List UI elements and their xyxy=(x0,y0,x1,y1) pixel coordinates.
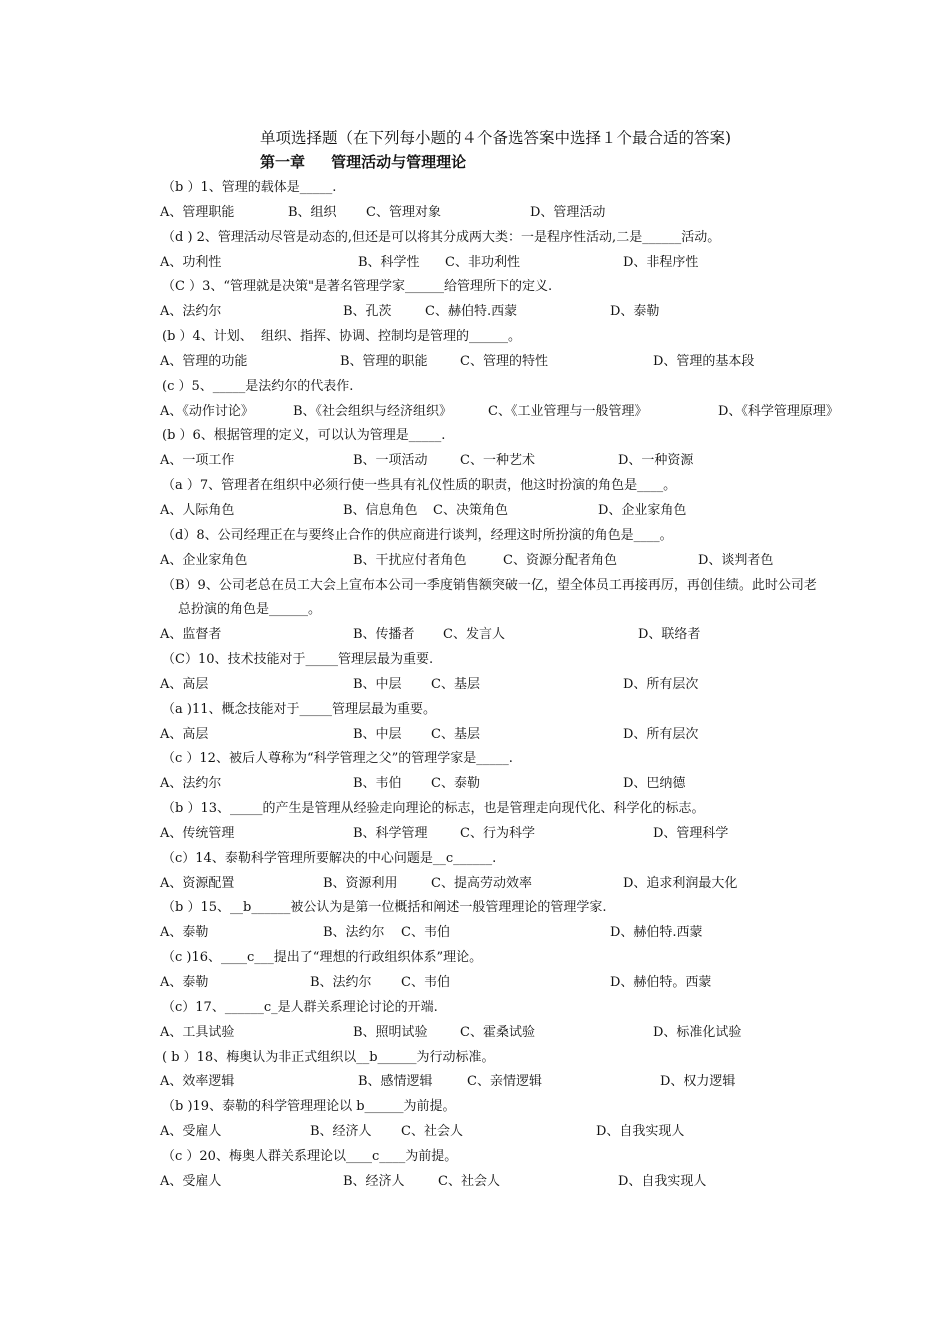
question-text: （a ）7、管理者在组织中必须行使一些具有礼仪性质的职责，他这时扮演的角色是____。 xyxy=(162,478,677,494)
option-a: A、高层 xyxy=(160,676,209,692)
question-text: （b )19、泰勒的科学管理理论以 b______为前提。 xyxy=(162,1099,456,1115)
option-b: B、法约尔 xyxy=(323,925,385,941)
question-stem xyxy=(160,574,900,599)
section-title: 单项选择题（在下列每小题的４个备选答案中选择１个最合适的答案) xyxy=(260,129,732,147)
option-d: D、管理科学 xyxy=(653,825,729,841)
question-stem xyxy=(160,424,900,449)
question-text: （c ）12、被后人尊称为“科学管理之父”的管理学家是_____. xyxy=(162,751,513,767)
option-b: B、韦伯 xyxy=(353,776,402,792)
option-d: D、自我实现人 xyxy=(596,1124,685,1140)
question-stem xyxy=(160,797,900,822)
option-b: B、管理的职能 xyxy=(340,353,428,369)
option-c: C、管理的特性 xyxy=(460,353,548,369)
option-b: B、资源利用 xyxy=(323,875,398,891)
option-a: A、法约尔 xyxy=(160,304,222,320)
option-c: C、行为科学 xyxy=(460,825,535,841)
question-stem xyxy=(160,996,900,1021)
question-list xyxy=(160,176,900,1195)
chapter-heading: 第一章 管理活动与管理理论 xyxy=(260,153,467,171)
options-row xyxy=(160,300,900,325)
option-c: C、《工业管理与一般管理》 xyxy=(488,403,648,419)
options-row xyxy=(160,1120,900,1145)
question-text: (b ）4、计划、 组织、指挥、协调、控制均是管理的______。 xyxy=(162,329,522,345)
option-b: B、组织 xyxy=(288,204,337,220)
option-b: B、中层 xyxy=(353,726,402,742)
option-d: D、管理活动 xyxy=(530,204,606,220)
question-text: （b ）1、管理的载体是_____. xyxy=(162,180,337,195)
option-b: B、干扰应付者角色 xyxy=(353,552,467,568)
question-text: （d）8、公司经理正在与要终止合作的供应商进行谈判，经理这时所扮演的角色是____。 xyxy=(162,527,673,543)
question-text: （c )16、____c___提出了“理想的行政组织体系”理论。 xyxy=(162,950,483,966)
question-stem xyxy=(160,325,900,350)
options-row xyxy=(160,872,900,897)
option-a: A、一项工作 xyxy=(160,453,235,469)
options-row xyxy=(160,971,900,996)
question-text: （c ）20、梅奥人群关系理论以____c____为前提。 xyxy=(162,1148,458,1164)
options-row xyxy=(160,499,900,524)
option-a: A、管理的功能 xyxy=(160,353,248,369)
question-text: (c ）5、_____是法约尔的代表作. xyxy=(162,378,354,394)
option-a: A、监督者 xyxy=(160,627,222,643)
question-text: （b ）15、__b______被公认为是第一位概括和阐述一般管理理论的管理学家. xyxy=(162,900,607,916)
option-b: B、经济人 xyxy=(343,1173,405,1189)
question-stem xyxy=(160,648,900,673)
option-b: B、一项活动 xyxy=(353,453,428,469)
option-c: C、赫伯特.西蒙 xyxy=(425,304,518,320)
option-a: A、资源配置 xyxy=(160,875,235,891)
option-a: A、高层 xyxy=(160,726,209,742)
question-text: （B）9、公司老总在员工大会上宣布本公司一季度销售额突破一亿，望全体员工再接再厉，再创佳绩。此时公司老 xyxy=(162,577,817,593)
option-b: B、孔茨 xyxy=(343,304,392,320)
option-a: A、人际角色 xyxy=(160,502,235,518)
option-b: B、科学性 xyxy=(358,254,420,270)
option-b: B、法约尔 xyxy=(310,975,372,990)
option-c: C、泰勒 xyxy=(431,776,480,792)
question-stem xyxy=(160,474,900,499)
question-text: （c）17、______c_是人群关系理论讨论的开端. xyxy=(162,999,438,1015)
option-d: D、谈判者色 xyxy=(698,552,774,568)
option-c: C、韦伯 xyxy=(401,925,450,941)
question-text: （c）14、泰勒科学管理所要解决的中心问题是__c______. xyxy=(162,850,497,866)
question-stem xyxy=(160,375,900,400)
option-c: C、提高劳动效率 xyxy=(431,875,532,891)
option-a: A、效率逻辑 xyxy=(160,1074,235,1090)
option-c: C、管理对象 xyxy=(366,204,441,220)
option-a: A、泰勒 xyxy=(160,925,209,941)
option-b: B、《社会组织与经济组织》 xyxy=(293,403,453,419)
option-b: B、感情逻辑 xyxy=(358,1074,433,1090)
option-a: A、管理职能 xyxy=(160,204,235,220)
option-c: C、社会人 xyxy=(438,1173,500,1189)
question-text: （d ) 2、管理活动尽管是动态的,但还是可以将其分成两大类：一是程序性活动,二是______活动。 xyxy=(162,229,721,245)
options-row xyxy=(160,772,900,797)
option-d: D、所有层次 xyxy=(623,676,699,692)
options-row xyxy=(160,822,900,847)
option-a: A、法约尔 xyxy=(160,776,222,792)
options-row xyxy=(160,400,900,425)
question-stem xyxy=(160,847,900,872)
question-stem xyxy=(160,226,900,251)
option-c: C、社会人 xyxy=(401,1124,463,1140)
options-row xyxy=(160,350,900,375)
question-text: （C ）3、“管理就是决策"是著名管理学家______给管理所下的定义. xyxy=(162,279,553,295)
option-c: C、霍桑试验 xyxy=(460,1024,535,1040)
option-a: A、《动作讨论》 xyxy=(160,403,254,419)
option-d: D、泰勒 xyxy=(610,304,660,320)
option-a: A、功利性 xyxy=(160,254,222,270)
option-a: A、传统管理 xyxy=(160,825,235,841)
question-stem xyxy=(160,946,900,971)
option-d: D、赫伯特.西蒙 xyxy=(610,925,703,941)
option-d: D、《科学管理原理》 xyxy=(718,403,839,419)
question-stem xyxy=(160,896,900,921)
question-text: (b ）6、根据管理的定义，可以认为管理是_____. xyxy=(162,428,446,444)
option-d: D、企业家角色 xyxy=(598,502,687,518)
option-c: C、亲情逻辑 xyxy=(467,1074,542,1090)
options-row xyxy=(160,1070,900,1095)
option-c: C、韦伯 xyxy=(401,975,450,990)
option-b: B、中层 xyxy=(353,676,402,692)
question-stem xyxy=(160,524,900,549)
option-c: C、资源分配者角色 xyxy=(503,552,617,568)
options-row xyxy=(160,1021,900,1046)
options-row xyxy=(160,1170,900,1195)
option-d: D、联络者 xyxy=(638,627,701,643)
option-d: D、自我实现人 xyxy=(618,1173,707,1189)
option-b: B、传播者 xyxy=(353,627,415,643)
option-d: D、权力逻辑 xyxy=(660,1074,736,1090)
question-stem xyxy=(160,1046,900,1071)
question-stem xyxy=(160,698,900,723)
option-d: D、巴纳德 xyxy=(623,776,686,792)
options-row xyxy=(160,549,900,574)
question-text: （C）10、技术技能对于_____管理层最为重要. xyxy=(162,652,434,668)
question-stem xyxy=(160,1095,900,1120)
option-d: D、一种资源 xyxy=(618,453,694,469)
option-d: D、赫伯特。西蒙 xyxy=(610,975,712,990)
option-c: C、一种艺术 xyxy=(460,453,535,469)
options-row xyxy=(160,449,900,474)
option-a: A、受雇人 xyxy=(160,1173,222,1189)
options-row xyxy=(160,723,900,748)
option-c: C、发言人 xyxy=(443,627,505,643)
option-d: D、追求利润最大化 xyxy=(623,875,738,891)
option-a: A、受雇人 xyxy=(160,1124,222,1140)
option-d: D、标准化试验 xyxy=(653,1024,742,1040)
option-d: D、非程序性 xyxy=(623,254,699,270)
options-row xyxy=(160,251,900,276)
option-c: C、基层 xyxy=(431,676,480,692)
option-b: B、经济人 xyxy=(310,1124,372,1140)
option-b: B、信息角色 xyxy=(343,502,418,518)
options-row xyxy=(160,623,900,648)
question-stem xyxy=(160,747,900,772)
options-row xyxy=(160,921,900,946)
option-a: A、工具试验 xyxy=(160,1024,235,1040)
option-a: A、企业家角色 xyxy=(160,552,248,568)
option-a: A、泰勒 xyxy=(160,975,209,990)
question-stem xyxy=(160,1145,900,1170)
option-b: B、照明试验 xyxy=(353,1024,428,1040)
question-stem xyxy=(160,176,900,201)
question-text: （a )11、概念技能对于_____管理层最为重要。 xyxy=(162,701,436,717)
option-c: C、决策角色 xyxy=(433,502,508,518)
question-stem xyxy=(160,275,900,300)
option-d: D、所有层次 xyxy=(623,726,699,742)
question-text: （b ）13、_____的产生是管理从经验走向理论的标志，也是管理走向现代化、科学化的标志。 xyxy=(162,801,705,817)
option-d: D、管理的基本段 xyxy=(653,353,755,369)
question-stem-continuation: 总扮演的角色是______。 xyxy=(178,602,322,618)
option-c: C、非功利性 xyxy=(445,254,520,270)
question-text: ( b ）18、梅奥认为非正式组织以__b______为行动标准。 xyxy=(162,1049,495,1065)
options-row xyxy=(160,201,900,226)
options-row xyxy=(160,673,900,698)
option-b: B、科学管理 xyxy=(353,825,428,841)
option-c: C、基层 xyxy=(431,726,480,742)
